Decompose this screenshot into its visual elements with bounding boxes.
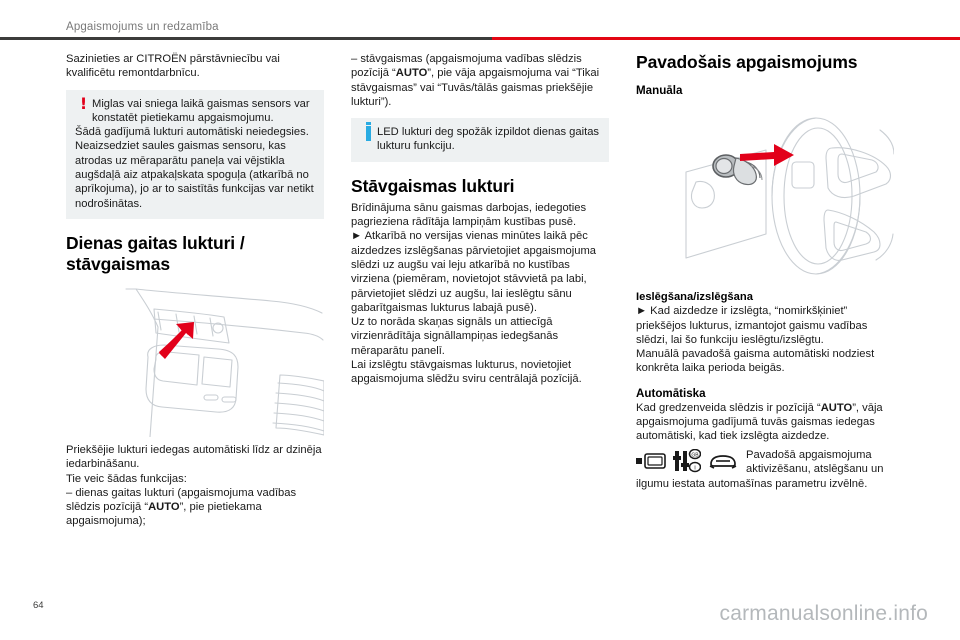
- middle-body-3: Lai izslēgtu stāvgaismas lukturus, novietojiet apgaismojuma slēdžu sviru centrālajā pozīcijā.: [351, 359, 582, 386]
- left-body-2: Tie veic šādas funkcijas:: [66, 472, 187, 485]
- left-section-title: Dienas gaitas lukturi / stāvgaismas: [66, 232, 245, 274]
- right-auto-body-bold: AUTO: [820, 401, 853, 414]
- picto-text-line: Pavadošā apgaismojuma aktivizēšanu, atslēgšanu un: [746, 448, 884, 475]
- right-section-title: Pavadošais apgaismojums: [636, 52, 858, 72]
- right-toggle-heading: Ieslēgšana/izslēgšana: [636, 291, 753, 303]
- picto-text-tail: ilgumu iestata automašīnas parametru izvēlnē.: [636, 477, 868, 490]
- middle-bullet-2-post: ”, pie vāja apgaismojuma vai “Tikai stāvgaismas” vai “Tuvās/tālās gaismas priekšējie lukturi”).: [351, 67, 600, 108]
- svg-text:I: I: [694, 465, 696, 472]
- right-subtitle-auto: Automātiska: [636, 386, 706, 400]
- right-auto-body-pre: Kad gredzenveida slēdzis ir pozīcijā “: [636, 401, 821, 414]
- menu-path-pictograms-row: [636, 448, 894, 477]
- column-left: [66, 52, 324, 529]
- middle-action-1: ► Atkarībā no versijas vienas minūtes laikā pēc aizdedzes izslēgšanas pārvietojiet apgaismojuma slēdzi uz augšu vai leju atkarībā no kustības virziena (piemēram, novietojot stāvvietā pa labi, pārvietojiet slēdzi uz augšu, lai ieslēgtu sānu gabarītgaismas lukturus labajā pusē).: [351, 230, 597, 314]
- right-auto-body: [636, 401, 894, 444]
- warning-line-1: Miglas vai sniega laikā gaismas sensors var konstatēt pietiekamu apgaismojumu.: [92, 97, 310, 124]
- settings-sliders-icon: [673, 449, 701, 477]
- right-toggle-body: Manuālā pavadošā gaisma automātiski nodziest konkrēta laika perioda beigās.: [636, 348, 875, 375]
- middle-body-2: Uz to norāda skaņas signāls un attiecīgā virzienrādītāja signāllampiņas iedegšanās mēraparātu panelī.: [351, 316, 559, 357]
- right-auto-body-post: ”, vāja apgaismojuma gadījumā tuvās gaismas iedegas automātiski, kad tiek izslēgta aizdedze.: [636, 401, 883, 443]
- site-watermark: carmanualsonline.info: [719, 602, 928, 625]
- left-body-1: Priekšējie lukturi iedegas automātiski līdz ar dzinēja iedarbināšanu.: [66, 443, 322, 471]
- middle-bullet-2: [351, 52, 609, 109]
- middle-body-1: Brīdinājuma sānu gaismas darbojas, iedegoties pagrieziena rādītāja lampiņām kustības pusē.: [351, 201, 587, 229]
- middle-section-title: Stāvgaismas lukturi: [351, 175, 515, 196]
- warning-exclamation-icon: !: [79, 93, 88, 113]
- column-right: [636, 52, 894, 491]
- left-intro-paragraph: Sazinieties ar CITROËN pārstāvniecību vai kvalificētu remontdarbnīcu.: [66, 53, 280, 80]
- right-subtitle-manual: Manuāla: [636, 84, 683, 97]
- svg-text:GB: GB: [691, 452, 699, 459]
- middle-bullet-2-bold: AUTO: [395, 67, 428, 80]
- left-bullet-1-pre: – dienas gaitas lukturi (apgaismojuma vadības slēdzis pozīcijā “: [66, 486, 297, 514]
- page-number: 64: [33, 600, 44, 611]
- left-bullet-1-post: ”, pie pietiekama apgaismojuma);: [66, 501, 262, 528]
- warning-line-2: Šādā gadījumā lukturi automātiski neiedegsies.: [75, 126, 309, 139]
- information-callout: [351, 118, 609, 162]
- display-screen-icon: [636, 452, 666, 474]
- header-rule-red: [492, 37, 960, 40]
- warning-callout: [66, 90, 324, 219]
- left-bullet-1: [66, 486, 324, 529]
- car-front-icon: [708, 452, 738, 474]
- information-text: LED lukturi deg spožāk izpildot dienas gaitas lukturu funkciju.: [377, 126, 600, 153]
- warning-line-3: Neaizsedziet saules gaismas sensoru, kas atrodas uz mēraparātu paneļa vai vējstikla augšdaļā aiz atpakaļskata spoguļa (atkarībā no aprīkojuma), jo ar to saistītās funkcijas var netikt nodrošinātas.: [75, 140, 314, 210]
- middle-bullet-2-pre: – stāvgaismas (apgaismojuma vadības slēdzis pozīcijā “: [351, 53, 582, 80]
- steering-wheel-figure: [636, 110, 894, 282]
- left-bullet-1-bold: AUTO: [148, 501, 180, 514]
- page-header: [0, 0, 960, 38]
- front-headlamp-figure: [66, 287, 324, 437]
- right-toggle-action: ► Kad aizdedze ir izslēgta, “nomirkšķiniet” priekšējos lukturus, izmantojot gaismu vadības slēdzi, lai šo funkciju ieslēgtu/izslēgtu.: [636, 305, 868, 346]
- page-title: Apgaismojums un redzamība: [66, 21, 219, 33]
- red-pointer-arrow: [159, 322, 194, 359]
- information-i-icon: [360, 125, 377, 141]
- column-middle: [351, 52, 609, 387]
- header-rule-dark: [0, 37, 492, 40]
